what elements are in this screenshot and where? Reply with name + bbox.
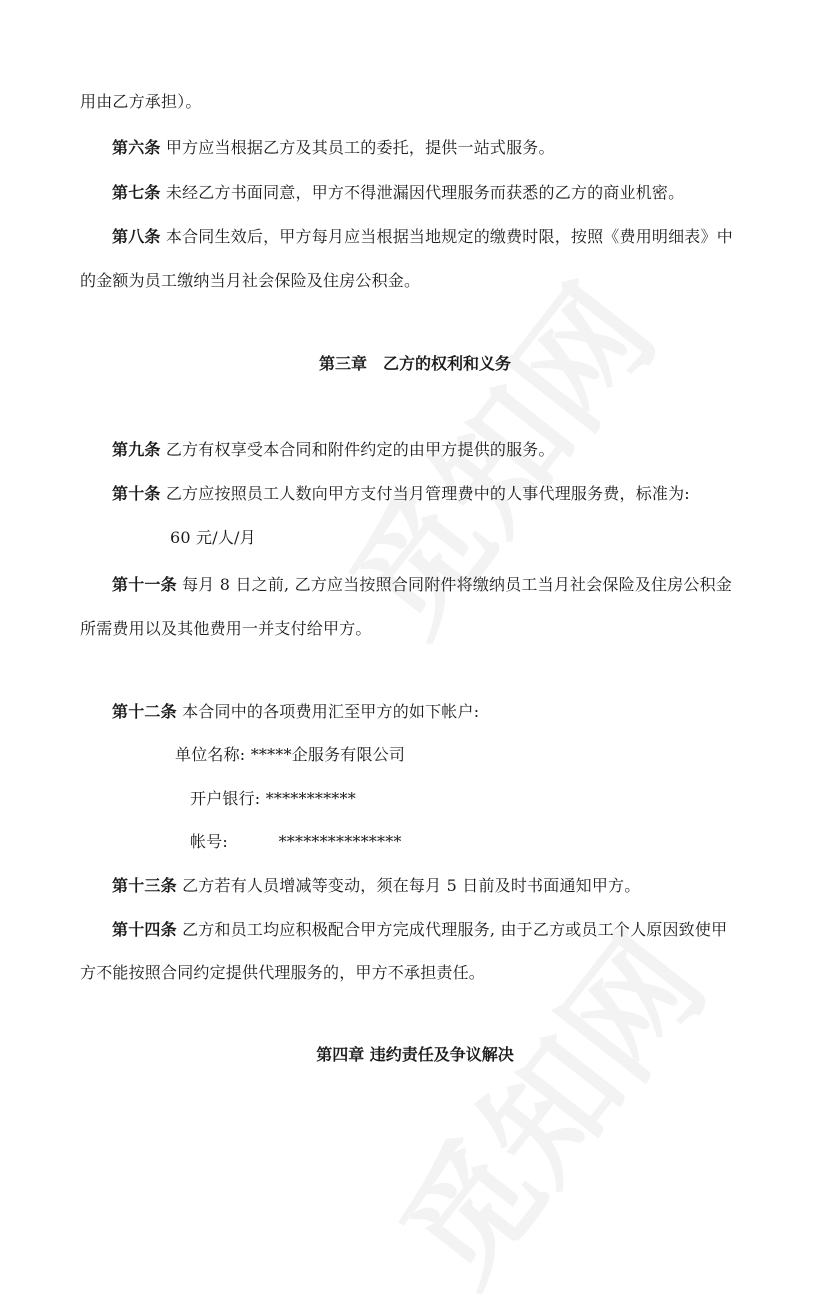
article-text: 乙方应按照员工人数向甲方支付当月管理费中的人事代理服务费，标准为:	[165, 484, 690, 503]
article-text: 未经乙方书面同意，甲方不得泄漏因代理服务而获悉的乙方的商业机密。	[165, 183, 685, 202]
article-label: 第十一条	[112, 575, 177, 594]
article-14	[112, 919, 727, 941]
account-bank-value: ***********	[265, 789, 356, 808]
chapter-4-heading: 第四章 违约责任及争议解决	[316, 1045, 514, 1064]
account-name-row	[175, 744, 405, 766]
account-name-label: 单位名称:	[175, 745, 246, 764]
article-9	[112, 439, 555, 461]
account-bank-label: 开户银行:	[190, 789, 261, 808]
article-7	[112, 182, 684, 204]
chapter-3-heading: 第三章 乙方的权利和义务	[318, 354, 511, 373]
article-text: 甲方应当根据乙方及其员工的委托，提供一站式服务。	[165, 138, 555, 157]
article-label: 第六条	[112, 138, 161, 157]
article-text: 乙方和员工均应积极配合甲方完成代理服务, 由于乙方或员工个人原因致使甲	[182, 920, 728, 939]
watermark-logo	[351, 892, 738, 1314]
article-label: 第七条	[112, 183, 161, 202]
article-8-continuation: 的金额为员工缴纳当月社会保险及住房公积金。	[80, 271, 421, 290]
article-text: 乙方有权享受本合同和附件约定的由甲方提供的服务。	[165, 440, 555, 459]
article-text: 本合同中的各项费用汇至甲方的如下帐户:	[182, 702, 480, 721]
article-label: 第十二条	[112, 702, 177, 721]
account-bank-row	[190, 788, 356, 810]
article-text: 乙方若有人员增减等变动，须在每月 5 日前及时书面通知甲方。	[182, 876, 641, 895]
fee-standard: 60 元/人/月	[170, 528, 256, 547]
article-label: 第八条	[112, 227, 161, 246]
article-label: 第十三条	[112, 876, 177, 895]
article-13	[112, 875, 640, 897]
account-number-row	[190, 831, 402, 853]
paragraph-continuation: 用由乙方承担）。	[80, 92, 202, 111]
article-10	[112, 483, 690, 505]
article-label: 第九条	[112, 440, 161, 459]
account-number-value: ***************	[278, 832, 402, 851]
article-11-continuation: 所需费用以及其他费用一并支付给甲方。	[80, 619, 372, 638]
article-label: 第十条	[112, 484, 161, 503]
account-name-value: *****企服务有限公司	[250, 745, 406, 764]
article-8	[112, 226, 733, 248]
account-number-label: 帐号:	[190, 832, 228, 851]
article-text: 本合同生效后，甲方每月应当根据当地规定的缴费时限，按照《费用明细表》中	[165, 227, 733, 246]
article-12	[112, 701, 479, 723]
article-11	[112, 574, 732, 596]
article-14-continuation: 方不能按照合同约定提供代理服务的，甲方不承担责任。	[80, 963, 486, 982]
article-6	[112, 137, 555, 159]
article-text: 每月 8 日之前, 乙方应当按照合同附件将缴纳员工当月社会保险及住房公积金	[182, 575, 733, 594]
article-label: 第十四条	[112, 920, 177, 939]
